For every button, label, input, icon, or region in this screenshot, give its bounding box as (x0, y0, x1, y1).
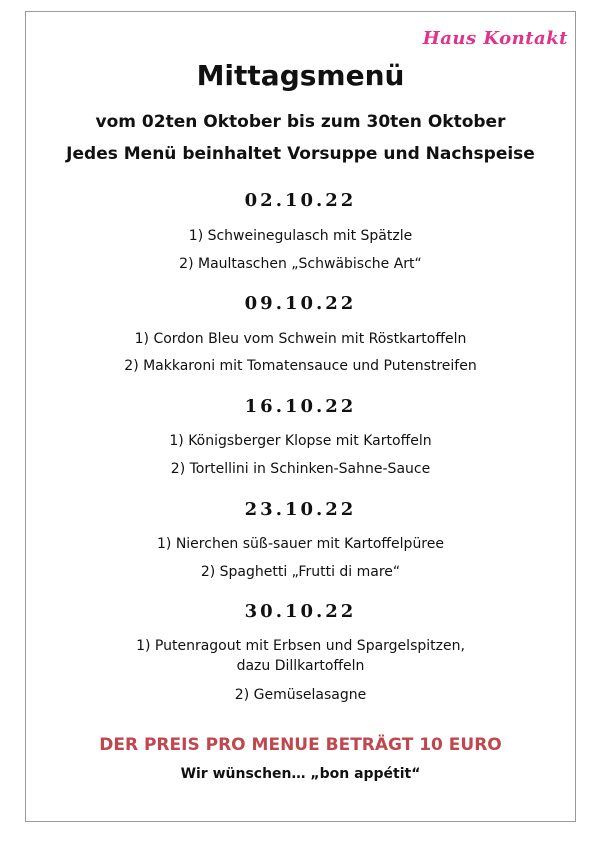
page-title: Mittagsmenü (196, 59, 405, 92)
menu-item: 2) Gemüselasagne (234, 687, 367, 703)
brand-logo: Haus Kontakt (422, 28, 568, 49)
menu-item: 1) Königsberger Klopse mit Kartoffeln (169, 433, 432, 449)
menu-item: 1) Putenragout mit Erbsen und Spargelspitzen, (136, 638, 465, 654)
week-date: 30.10.22 (244, 601, 357, 622)
menu-item: 1) Schweinegulasch mit Spätzle (188, 228, 413, 244)
menu-item: 1) Cordon Bleu vom Schwein mit Röstkartoffeln (134, 331, 467, 347)
menu-item: 2) Spaghetti „Frutti di mare“ (200, 564, 401, 580)
week-date: 23.10.22 (244, 499, 357, 520)
price-note: DER PREIS PRO MENUE BETRÄGT 10 EURO (99, 735, 502, 755)
closing-note: Wir wünschen… „bon appétit“ (180, 766, 421, 782)
menu-item: 1) Nierchen süß-sauer mit Kartoffelpüree (157, 536, 444, 552)
week-date: 09.10.22 (244, 293, 357, 314)
menu-info: Jedes Menü beinhaltet Vorsuppe und Nachspeise (66, 144, 535, 164)
week-date: 16.10.22 (244, 396, 357, 417)
menu-item: 2) Tortellini in Schinken-Sahne-Sauce (170, 461, 431, 477)
menu-item: 2) Makkaroni mit Tomatensauce und Putenstreifen (124, 358, 477, 374)
week-date: 02.10.22 (244, 190, 357, 211)
date-range: vom 02ten Oktober bis zum 30ten Oktober (95, 112, 506, 132)
menu-item: dazu Dillkartoffeln (236, 658, 365, 674)
menu-item: 2) Maultaschen „Schwäbische Art“ (179, 256, 422, 272)
